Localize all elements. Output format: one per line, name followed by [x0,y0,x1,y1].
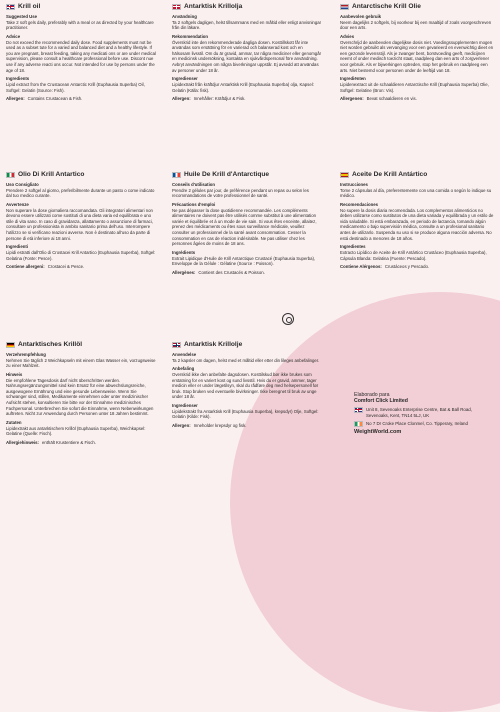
section [172,34,322,73]
language-block-it [6,172,156,273]
language-heading [6,342,156,348]
section-label: Rekommendation [172,33,209,39]
section-text: Contains Crustacean & Fish. [27,96,83,102]
section-text: Overskrid ikke den anbefalte dagsdosen. Kosttilskud bør ikke brukes som erstatning for en variert kost og sund livsstil. Hvis du er gravid, ammer, tager medicin eller er under lægetilsyn, skal du rådføre deg med helsepersonell før bruk. Stop bruken ved eventuelle bivirkninger. Ikke beregnet til bruk av unge under 18 år. [172,371,319,400]
section-label: Allergen: [172,96,191,102]
language-title: Aceite De Krill Antártico [352,171,428,179]
section-label: Allergen: [172,423,191,429]
section-label: Anvendelse [172,352,197,357]
section-text: Ne pas dépasser la dose quotidienne recommandée. Les compléments alimentaires ne doivent pas être utilisés comme substitut à une alimentation variée et équilibrée et à un mode de vie sain. Si vous êtes enceinte, allaitez, prenez des médicaments ou êtes sous surveillance médicale, veuillez consulter un professionnel de la santé avant consommation. Cesser la consommation en cas de réaction indésirable. Ne pas utiliser chez les personnes âgées de moins de 18 ans. [172,207,317,247]
section-label: Conseils d'utilisation [172,182,216,187]
section [6,244,156,261]
section [172,96,322,102]
section [172,14,322,31]
no-flag-icon [172,342,181,348]
language-heading [6,4,156,10]
language-block-fr [172,172,322,279]
section-label: Allergen: [6,96,25,102]
section-text: Ta 2 kapsler om dagen, helst med et måltid eller etter din lileges anbefalinger. [172,357,320,363]
website-link[interactable]: WeightWorld.com [354,429,402,436]
section-text: Bevat schaaldieren en vis. [366,96,417,102]
section-text: Contient des Crustacés & Poisson. [198,269,265,275]
section-text: Crustáceos y Pescado. [384,264,430,270]
de-flag-icon [6,342,15,348]
section [172,352,322,363]
section-text: Ta 2 softgels dagligen, helst tillsammans med en måltid eller enligt anvisningar från din läkare. [172,19,322,31]
address-uk-row [354,407,494,418]
section-label: Contiene allergeni: [6,264,45,270]
language-heading [340,172,494,178]
section-text: Prendere 2 softgel al giorno, preferibilmente durante un pasto o come indicato dal tuo medico curante. [6,187,155,199]
section-label: Hinweis [6,371,23,377]
language-title: Krill oil [18,3,41,11]
section [172,250,322,267]
section [6,202,156,241]
language-heading [172,342,322,348]
recycle-icon [282,313,294,325]
section-label: Allergènes: [172,269,196,275]
section-text: Extracto Lipídico de Aceite de Krill Antártico Crustáceo (Euphausia Superba), Cápsula Blanda: Gelatina (Fuente: Pescado). [340,249,487,261]
section-text: Överskrid inte den rekommenderade dagliga dosen. Kosttillskott får inte användas som ersättning för en varierad och balanserad kost och en hälsosam livsstil. Om du är gravid, ammar, tar några mediciner eller genomgår en medicinsk undersökning, kontakta en sjukvårdspersonal före användning. Avbryt användningen om några biverkningar uppstår. Ej avsedd att användas av personer under 18 år. [172,39,322,73]
section-text: Tome 2 cápsulas al día, preferentemente con una comida o según lo indique su médico. [340,187,492,199]
section-label: Ingredienser [172,403,198,409]
language-title: Antarctische Krill Olie [352,3,421,11]
section [6,76,156,93]
section [340,76,494,93]
language-block-nl [340,4,494,105]
section-text: No supere la dosis diaria recomendada. Los complementos alimenticios no deben utilizarse como sustitutos de una dieta variada y equilibrada y un estilo de vida saludable. Si está embarazada, en periodo de lactancia, tomando algún medicamento o bajo supervisión médica, consulte a un profesional sanitario antes de utilizarlo. Suspenda su uso si se produce alguna reacción adversa. No está destinado a menores de 18 años. [340,207,494,241]
uk-flag-icon [6,4,15,10]
section-text: Extrait Lipidique d'Huile de Krill Antarctique Crustacé (Euphausia Superba), Enveloppe de la Gélule : Gélatine (Source : Poisson). [172,255,316,267]
manufacturer-contact [354,393,494,436]
section [172,366,322,400]
language-heading [172,4,322,10]
section-text: Lipidenextract uit de schaaldieren Antarctische Krill (Euphausia Superba) Olie, Softgel: Gelatine (Bron: Vis). [340,81,489,93]
section [340,264,494,270]
fr-flag-icon [172,172,181,178]
section [172,76,322,93]
section-text: Inneholder krepsdyr og fisk. [193,423,247,429]
section [172,423,322,429]
section-text: Lipidi estratti dall'Olio di Crostacei Krill Antartico (Euphausia Superba), Softgel: Gelatina (Fonte: Pesce). [6,249,156,261]
dk-flag-icon [172,4,181,10]
section [172,202,322,247]
section-text: Overschrijd de aanbevolen dagelijkse dosis niet. Voedingssupplementen mogen niet worden gebruikt als vervanging voor een gevarieerd en evenwichtig dieet en een gezonde levensstijl. Als je zwanger bent, borstvoeding geeft, medicijnen neemt of onder medisch toezicht staat, raadpleeg dan een arts of zorgverlener voor gebruik. Als er bijwerkingen optreden, stop het gebruik en raadpleeg een arts. Niet bestemd voor personen onder de leeftijd van 18. [340,39,494,73]
made-for-label: Elaborado para [354,392,390,398]
company-name: Comfort Click Limited [354,397,408,404]
language-heading [6,172,156,178]
section-label: Ingredienser [172,76,198,82]
section-label: Avvertenze [6,201,29,207]
section-text: Do not exceed the recommended daily dose. Food supplements must not be used as a subset tute for a varied and balanced diet and a healthy lifestyle. If you are pregnant, breast feeding, taking any medicati ons or are under medical supervision, please consult a healthcare professional before use. Discont nue use if any adverse reacti ons occur. Not intended for use by persons under the age of 18. [6,39,157,73]
language-heading [172,172,322,178]
section-text: enthält Krustentiere & Fisch. [41,439,96,445]
section-label: Zutaten [6,419,22,425]
section-label: Verzehrempfehlung [6,352,46,357]
section-label: Ingredientes [340,244,366,250]
section-label: Ingredienti [6,244,28,250]
section [6,352,156,369]
language-title: Olio Di Krill Antartico [18,171,85,179]
section-text: Lipidekstrakt fra Antarktisk Krill (Euphausia Superba), krepsdyr) Olje, Softgel: Gelatin (Kilde: Fisk). [172,408,319,420]
section [340,182,494,199]
it-flag-icon [6,172,15,178]
section [6,372,156,417]
language-title: Antarktisches Krillöl [18,341,83,349]
section-text: Prendre 2 gélules par jour, de préférence pendant un repas ou selon les recommandations de votre professionnel de santé. [172,187,309,199]
section-label: Ingrédients [172,249,196,255]
section-label: Uso Consigliato [6,182,39,187]
section [6,14,156,31]
section-label: Ingrediënten [340,76,366,82]
section-text: Lipidextrakt från kräftdjur Antarktisk Krill (Euphausia Superba) olja, Kapsel: Gelatin (Källa: fisk). [172,81,314,93]
nl-flag-icon [340,4,349,10]
language-block-es [340,172,494,273]
section-label: Allergiehinweis: [6,439,39,445]
language-title: Antarktisk Krillolja [184,3,243,11]
section-text: Non superare la dose giornaliera raccomandata. Gli integratori alimentari non devono essere utilizzati come sostituti di una dieta varia ed equilibrata e uno stile di vita sano. In caso di gravidanza, allattamento o assunzione di farmaci, consultare un professionista in ambito sanitario prima dell'uso. Interrompere l'utilizzo se si verificano reazioni avverse. Non è destinato all'uso da parte di persone di età inferiore ai 18 anni. [6,207,153,241]
section-label: Contiene Alérgenos: [340,264,382,270]
section-label: Anbefaling [172,366,195,372]
language-block-de [6,342,156,449]
address-ie-row [354,421,494,427]
address-uk: Unit 8, Sevenoaks Enterprise Centre, Bat & Ball Road, Sevenoaks, Kent, TN14 5LJ, UK [366,407,472,418]
section-label: Advice [6,33,21,39]
section-label: Suggested Use [6,14,38,19]
section-label: Instrucciones [340,182,368,187]
address-ie: No 7 Dr Croke Place Clonmel, Co. Tipperary, Ireland [366,421,468,427]
section-text: Crostacei & Pesce. [47,264,85,270]
section-label: Aanbevolen gebruik [340,14,382,19]
section-label: Advies [340,33,355,39]
section [340,14,494,31]
section-text: Take 2 soft gels daily, preferably with a meal or as directed by your healthcare practitioner. [6,19,154,31]
section [6,420,156,437]
section-label: Recomendaciones [340,201,378,207]
language-block-no [172,342,322,432]
section [172,270,322,276]
language-title: Antarktisk Krillolje [184,341,243,349]
section-label: Ingredients [6,76,30,82]
section-text: Lipid extract from the Crustacean Antarctic Krill (Euphausia Superba) Oil, Softgel: Gelatin (Source: Fish). [6,81,145,93]
section-label: Précautions d'emploi [172,201,216,207]
section-label: Allergenen: [340,96,364,102]
section-text: Neem dagelijks 2 softgels, bij voorkeur bij een maaltijd of zoals voorgeschreven door een arts. [340,19,492,31]
language-heading [340,4,494,10]
ie-flag-icon [354,421,363,427]
section [340,202,494,241]
section-text: Innehåller: Kräftdjur & Fisk. [193,96,246,102]
section [6,264,156,270]
section [6,34,156,73]
language-title: Huile De Krill d'Antarctique [184,171,270,179]
section [340,244,494,261]
section [340,96,494,102]
section [340,34,494,73]
section [6,182,156,199]
section-text: Nehmen Sie täglich 2 Weichkapseln mit einem Glas Wasser ein, vorzugsweise zu einer Mahlzeit. [6,357,156,369]
section-label: Användning [172,14,197,19]
section [172,403,322,420]
uk-flag-icon [354,407,363,413]
section-text: Lipidextrakt aus antarktischem Krillöl (Euphausia Superba), Weichkapsel: Gelatine (Quelle: Fisch). [6,425,146,437]
es-flag-icon [340,172,349,178]
language-block-dk [172,4,322,105]
section [6,440,156,446]
section [6,96,156,102]
section-text: Die empfohlene Tagesdosis darf nicht überschritten werden. Nahrungsergänzungsmittel sind kein Ersatz für eine abwechslungsreiche, ausgewogene Ernährung und eine gesunde Lebensweise. Wenn Sie schwanger sind, stillen, Medikamente einnehmen oder unter medizinischer Aufsicht stehen, konsultieren Sie bitte vor der Einnahme medizinisches Fachpersonal. Unterbrechen Sie sofort die Einnahme, wenn Nebenwirkungen auftreten. Nicht zur Anwendung durch Personen unter 18 Jahren bestimmt. [6,377,154,417]
language-block-uk [6,4,156,105]
section [172,182,322,199]
